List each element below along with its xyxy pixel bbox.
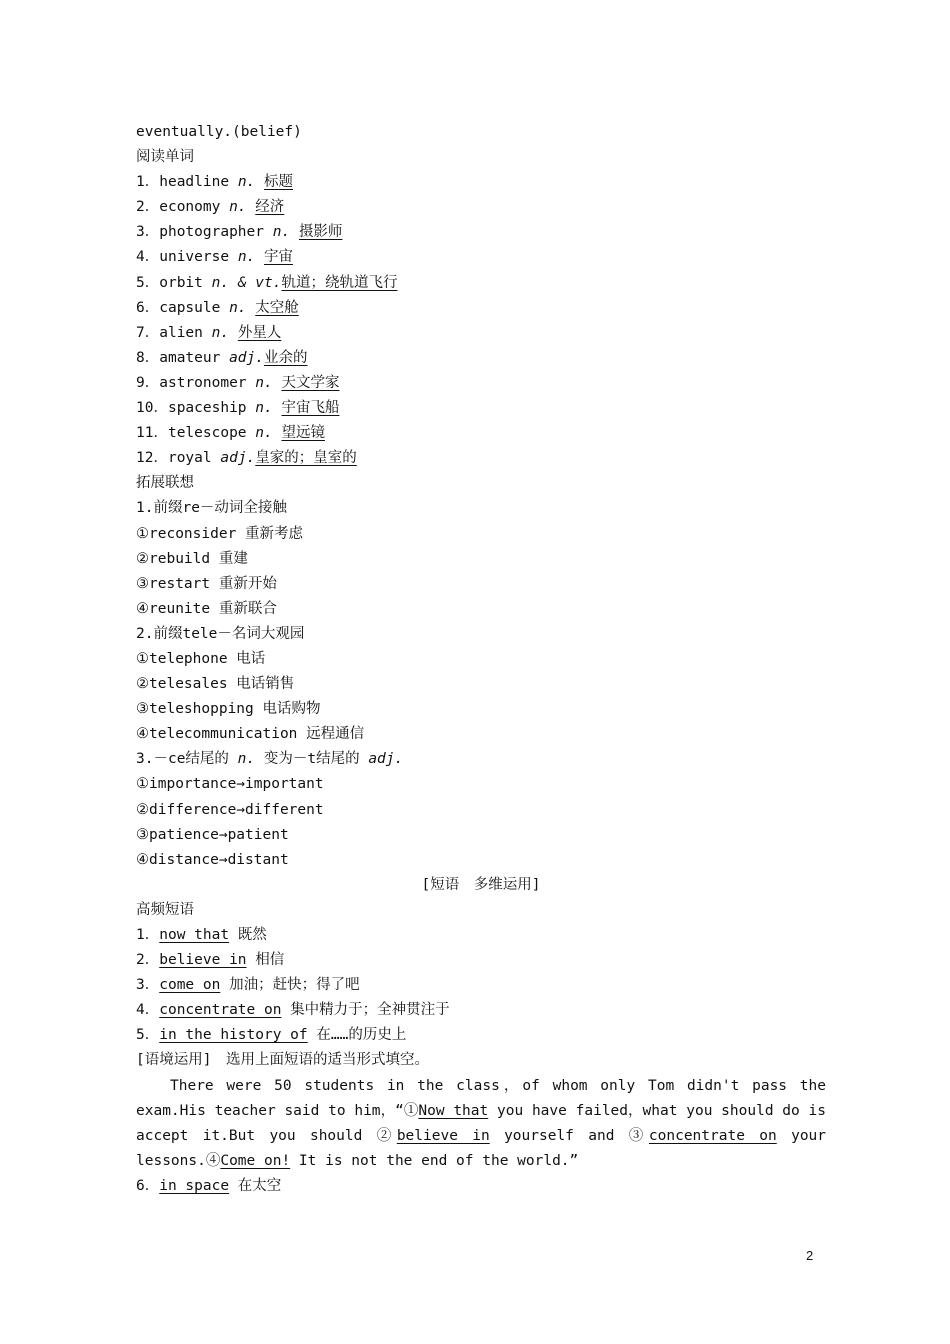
expand-group-item: ①telephone 电话 <box>136 650 266 667</box>
expand-group-item: ①reconsider 重新考虑 <box>136 525 304 542</box>
group3-item: ①importance→important <box>136 776 324 793</box>
phrase-heading: 高频短语 <box>136 901 194 918</box>
item-number: 4． <box>136 1002 160 1019</box>
phrase-meaning: 相信 <box>246 952 285 969</box>
phrase-item <box>136 948 826 973</box>
chinese-meaning: 望远镜 <box>281 425 325 442</box>
part-of-speech: n. <box>255 400 273 417</box>
expand-group-item: ④reunite 重新联合 <box>136 600 277 617</box>
english-word: alien <box>159 324 212 341</box>
english-word: royal <box>167 450 221 467</box>
phrase-text: concentrate on <box>159 1002 282 1019</box>
answer-3: concentrate on <box>648 1127 777 1144</box>
reading-word-item <box>136 421 826 446</box>
chinese-meaning: 外星人 <box>237 324 282 341</box>
answer-4: Come on! <box>220 1152 291 1169</box>
chinese-meaning: 太空舱 <box>255 299 299 316</box>
phrase-meaning: 加油；赶快；得了吧 <box>220 977 360 994</box>
group3-item: ③patience→patient <box>136 826 289 843</box>
document-body <box>136 120 826 1199</box>
phrase-text: believe in <box>159 952 247 969</box>
english-word: orbit <box>159 274 212 291</box>
item-number: 9． <box>136 374 160 391</box>
reading-word-item <box>136 346 826 371</box>
phrase-text: now that <box>159 927 230 943</box>
phrase-section-title: [短语 多维运用] <box>421 876 541 893</box>
page-number: 2 <box>806 1248 814 1263</box>
reading-word-item <box>136 321 826 346</box>
reading-word-item <box>136 271 826 296</box>
expand-group-title: 1.前缀re－动词全接触 <box>136 500 287 517</box>
item-number: 7． <box>136 324 160 341</box>
english-word: astronomer <box>159 374 256 391</box>
reading-word-item <box>136 446 826 471</box>
expand-group-item: ④telecommunication 远程通信 <box>136 726 365 743</box>
english-word: capsule <box>159 299 230 316</box>
part-of-speech: n. & vt. <box>211 274 282 291</box>
english-word: amateur <box>159 349 230 366</box>
reading-word-item <box>136 371 826 396</box>
reading-word-item <box>136 245 826 270</box>
group3-item: ④distance→distant <box>136 851 289 868</box>
group3-title: 3.－ce结尾的 n. 变为－t结尾的 adj. <box>136 751 404 768</box>
part-of-speech: adj. <box>229 349 264 366</box>
item-number: 2． <box>136 952 160 969</box>
chinese-meaning: 轨道；绕轨道飞行 <box>281 274 398 291</box>
chinese-meaning: 天文学家 <box>281 374 340 391</box>
chinese-meaning: 皇家的；皇室的 <box>255 450 357 467</box>
phrase-item <box>136 998 826 1023</box>
english-word: headline <box>159 174 238 191</box>
expand-group-item: ②rebuild 重建 <box>136 550 248 567</box>
context-instruction: [语境运用] 选用上面短语的适当形式填空。 <box>136 1052 429 1069</box>
expand-heading: 拓展联想 <box>136 475 194 492</box>
reading-word-item <box>136 396 826 421</box>
reading-word-item <box>136 170 826 195</box>
part-of-speech: n. <box>237 249 256 266</box>
expand-group-item: ③teleshopping 电话购物 <box>136 701 321 718</box>
phrase-meaning: 既然 <box>229 927 267 943</box>
answer-1: Now that <box>418 1102 489 1119</box>
item-number: 11． <box>136 425 168 442</box>
english-word: universe <box>159 249 238 266</box>
chinese-meaning: 标题 <box>264 174 294 191</box>
item-number: 12． <box>136 450 168 467</box>
expand-groups <box>136 496 826 747</box>
item-number: 2． <box>136 199 160 216</box>
chinese-meaning: 宇宙 <box>264 249 294 266</box>
passage: There were 50 students in the class，of whom only Tom didn't pass the exam.His teacher said to him，“①Now that you have failed，what you should do is accept it.But you should ②believe in yourself and ③concentrate on your lessons.④Come on! It is not the end of the world.” <box>136 1077 827 1169</box>
group3-items <box>136 772 826 872</box>
reading-heading: 阅读单词 <box>136 149 194 166</box>
phrase-text: come on <box>159 977 221 994</box>
answer-2: believe in <box>396 1127 490 1144</box>
part-of-speech: n. <box>272 224 291 241</box>
phrase-list <box>136 923 826 1048</box>
phrase-meaning: 集中精力于；全神贯注于 <box>281 1002 450 1019</box>
expand-group-item: ③restart 重新开始 <box>136 575 277 592</box>
item-number: 3． <box>136 224 160 241</box>
phrase-text: in the history of <box>159 1027 308 1044</box>
part-of-speech: n. <box>211 324 230 341</box>
reading-word-item <box>136 195 826 220</box>
phrase-item <box>136 973 826 998</box>
item-number: 1． <box>136 174 160 191</box>
item-number: 5． <box>136 274 160 291</box>
group3-item: ②difference→different <box>136 801 324 818</box>
reading-word-item <box>136 296 826 321</box>
english-word: spaceship <box>167 400 256 417</box>
part-of-speech: n. <box>237 174 256 191</box>
english-word: photographer <box>159 224 273 241</box>
item-number: 10． <box>136 400 168 417</box>
item-number: 6． <box>136 299 160 316</box>
reading-word-item <box>136 220 826 245</box>
reading-word-list <box>136 170 826 471</box>
chinese-meaning: 业余的 <box>264 349 308 366</box>
part-of-speech: adj. <box>220 450 256 467</box>
chinese-meaning: 经济 <box>255 199 285 216</box>
expand-group-item: ②telesales 电话销售 <box>136 676 295 693</box>
phrase-item-6: 6．in space 在太空 <box>136 1177 282 1194</box>
chinese-meaning: 宇宙飞船 <box>281 400 340 417</box>
part-of-speech: n. <box>229 299 247 316</box>
english-word: economy <box>159 199 230 216</box>
item-number: 1． <box>136 927 160 943</box>
item-number: 4． <box>136 249 160 266</box>
part-of-speech: n. <box>229 199 247 216</box>
item-number: 3． <box>136 977 160 994</box>
phrase-meaning: 在……的历史上 <box>307 1027 407 1044</box>
item-number: 5． <box>136 1027 160 1044</box>
part-of-speech: n. <box>255 425 273 442</box>
phrase-item <box>136 923 826 948</box>
intro-line: eventually.(belief) <box>136 124 302 140</box>
english-word: telescope <box>167 425 256 442</box>
phrase-item <box>136 1023 826 1048</box>
item-number: 8． <box>136 349 160 366</box>
expand-group-title: 2.前缀tele－名词大观园 <box>136 625 305 642</box>
chinese-meaning: 摄影师 <box>298 224 343 241</box>
part-of-speech: n. <box>255 374 273 391</box>
